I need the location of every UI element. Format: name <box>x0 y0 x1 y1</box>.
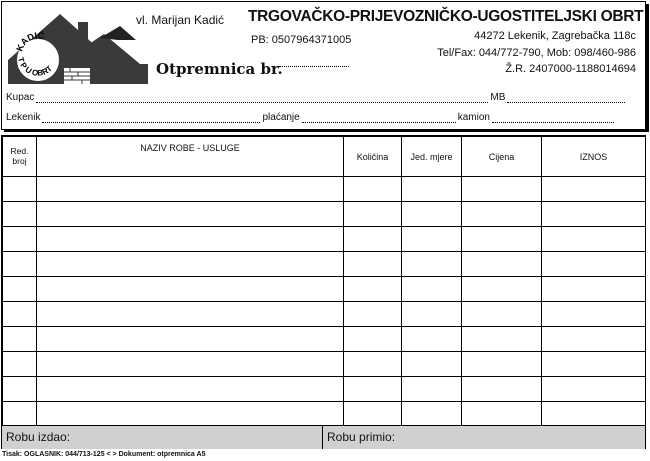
table-cell[interactable] <box>462 277 542 302</box>
table-row <box>3 302 646 327</box>
table-cell[interactable] <box>462 352 542 377</box>
table-row <box>3 327 646 352</box>
table-cell[interactable] <box>402 327 462 352</box>
table-row <box>3 377 646 402</box>
table-row <box>3 227 646 252</box>
table-cell[interactable] <box>3 377 37 402</box>
table-cell[interactable] <box>3 202 37 227</box>
items-table <box>2 136 646 427</box>
table-cell[interactable] <box>37 202 344 227</box>
table-cell[interactable] <box>462 177 542 202</box>
kamion-label: kamion <box>457 112 490 123</box>
table-row <box>3 277 646 302</box>
table-cell[interactable] <box>462 302 542 327</box>
col-jed-mjere: Jed. mjere <box>402 137 462 177</box>
col-naziv: NAZIV ROBE - USLUGE <box>37 137 344 177</box>
table-cell[interactable] <box>344 327 402 352</box>
document-title: Otpremnica br. <box>156 60 283 78</box>
lekenik-label: Lekenik <box>6 112 41 123</box>
kamion-field[interactable] <box>492 113 614 123</box>
table-cell[interactable] <box>542 302 646 327</box>
col-red-broj: Red. broj <box>3 137 37 177</box>
table-cell[interactable] <box>37 252 344 277</box>
table-header-row <box>3 137 646 177</box>
table-cell[interactable] <box>3 177 37 202</box>
table-row <box>3 352 646 377</box>
issued-by-field[interactable]: Robu izdao: <box>2 426 323 449</box>
table-cell[interactable] <box>402 277 462 302</box>
table-cell[interactable] <box>3 302 37 327</box>
table-cell[interactable] <box>344 252 402 277</box>
mb-label: MB <box>490 92 506 103</box>
table-cell[interactable] <box>344 352 402 377</box>
table-cell[interactable] <box>402 402 462 427</box>
table-cell[interactable] <box>3 402 37 427</box>
print-note: Tisak: OGLASNIK: 044/713-125 < > Dokument: otpremnica A5 <box>2 451 206 458</box>
table-cell[interactable] <box>462 327 542 352</box>
table-cell[interactable] <box>402 302 462 327</box>
received-by-field[interactable]: Robu primio: <box>327 430 396 444</box>
table-cell[interactable] <box>542 252 646 277</box>
company-phone: Tel/Fax: 044/772-790, Mob: 098/460-986 <box>437 47 636 59</box>
col-cijena: Cijena <box>462 137 542 177</box>
table-row <box>3 177 646 202</box>
table-cell[interactable] <box>542 402 646 427</box>
table-cell[interactable] <box>462 252 542 277</box>
table-cell[interactable] <box>344 377 402 402</box>
document-number-field[interactable] <box>279 66 349 67</box>
table-cell[interactable] <box>3 277 37 302</box>
logo-text-bottom: T P U OBRT <box>15 56 54 78</box>
table-cell[interactable] <box>37 327 344 352</box>
table-row <box>3 252 646 277</box>
signature-bar <box>2 425 645 449</box>
table-cell[interactable] <box>37 377 344 402</box>
table-cell[interactable] <box>344 277 402 302</box>
table-cell[interactable] <box>542 327 646 352</box>
table-cell[interactable] <box>402 377 462 402</box>
table-cell[interactable] <box>344 227 402 252</box>
table-cell[interactable] <box>344 202 402 227</box>
table-cell[interactable] <box>344 402 402 427</box>
table-cell[interactable] <box>542 202 646 227</box>
table-cell[interactable] <box>344 177 402 202</box>
lekenik-row <box>6 112 616 123</box>
table-cell[interactable] <box>3 227 37 252</box>
table-cell[interactable] <box>37 352 344 377</box>
table-cell[interactable] <box>3 252 37 277</box>
table-cell[interactable] <box>402 352 462 377</box>
table-cell[interactable] <box>402 202 462 227</box>
table-cell[interactable] <box>542 377 646 402</box>
table-cell[interactable] <box>37 302 344 327</box>
lekenik-field[interactable] <box>42 113 260 123</box>
table-cell[interactable] <box>37 227 344 252</box>
pb-number: PB: 0507964371005 <box>251 34 352 46</box>
table-cell[interactable] <box>462 202 542 227</box>
owner-name: vl. Marijan Kadić <box>136 13 225 27</box>
col-iznos: IZNOS <box>542 137 646 177</box>
company-address: 44272 Lekenik, Zagrebačka 118c <box>474 30 636 42</box>
kupac-field[interactable] <box>36 93 488 103</box>
table-cell[interactable] <box>462 227 542 252</box>
mb-field[interactable] <box>507 93 625 103</box>
frame-shadow <box>4 130 649 132</box>
table-cell[interactable] <box>37 402 344 427</box>
company-name: TRGOVAČKO-PRIJEVOZNIČKO-UGOSTITELJSKI OBRT <box>248 8 644 25</box>
table-cell[interactable] <box>3 327 37 352</box>
placanje-label: plaćanje <box>262 112 300 123</box>
placanje-field[interactable] <box>302 113 456 123</box>
company-registry: Ž.R. 2407000-1188014694 <box>505 63 636 75</box>
table-cell[interactable] <box>542 177 646 202</box>
table-cell[interactable] <box>37 277 344 302</box>
frame-shadow <box>646 4 649 131</box>
table-cell[interactable] <box>344 302 402 327</box>
table-cell[interactable] <box>542 352 646 377</box>
kupac-label: Kupac <box>6 92 35 103</box>
table-cell[interactable] <box>542 227 646 252</box>
table-cell[interactable] <box>462 402 542 427</box>
table-row <box>3 202 646 227</box>
table-cell[interactable] <box>37 177 344 202</box>
table-cell[interactable] <box>402 252 462 277</box>
table-cell[interactable] <box>3 352 37 377</box>
kupac-row <box>6 92 627 103</box>
table-cell[interactable] <box>542 277 646 302</box>
company-logo <box>8 8 156 84</box>
table-cell[interactable] <box>462 377 542 402</box>
table-cell[interactable] <box>402 177 462 202</box>
col-kolicina: Količina <box>344 137 402 177</box>
logo-text-top: KADIĆ <box>14 30 45 53</box>
table-row <box>3 402 646 427</box>
table-cell[interactable] <box>402 227 462 252</box>
